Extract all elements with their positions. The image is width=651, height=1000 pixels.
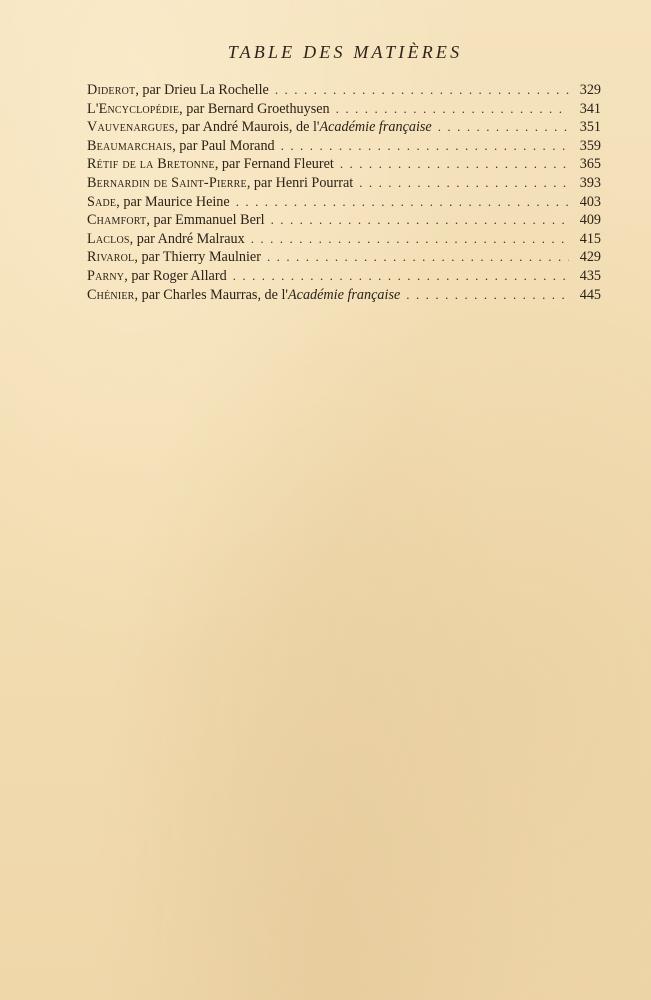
entry-author: , par Charles Maurras, de l': [134, 286, 288, 303]
dot-leader: [271, 211, 569, 230]
entry-title: [87, 248, 261, 267]
entry-author: , par Thierry Maulnier: [134, 249, 261, 266]
entry-subject: Sade: [87, 193, 117, 210]
page-number: 365: [579, 156, 601, 173]
dot-leader: [281, 137, 569, 156]
page-number: 445: [579, 286, 601, 303]
entry-author: , par Fernand Fleuret: [214, 156, 334, 173]
entry-subject: Chamfort: [87, 212, 147, 229]
table-of-contents: [87, 81, 601, 304]
page-number: 329: [579, 82, 601, 98]
entry-subject: Parny: [87, 267, 125, 284]
entry-subject: Bernardin de Saint-Pierre: [87, 174, 247, 191]
toc-entry: [87, 100, 601, 119]
entry-author: , par Bernard Groethuysen: [179, 100, 330, 117]
dot-leader: [251, 230, 569, 249]
page-number: 435: [579, 267, 601, 284]
page-number: 429: [579, 249, 601, 266]
entry-author: , par Emmanuel Berl: [146, 212, 265, 229]
page-number: 415: [579, 230, 601, 247]
dot-leader: [233, 267, 569, 286]
entry-title: [87, 100, 330, 119]
entry-author: , par Maurice Heine: [116, 193, 230, 210]
toc-entry: [87, 248, 601, 267]
dot-leader: [359, 174, 569, 193]
dot-leader: [406, 286, 569, 305]
entry-title: [87, 137, 275, 156]
toc-entry: [87, 155, 601, 174]
page-number: 403: [579, 193, 601, 210]
entry-title: [87, 118, 432, 137]
entry-title: [87, 193, 230, 212]
page-number: 359: [579, 137, 601, 154]
entry-author: , par André Maurois, de l': [174, 119, 320, 136]
toc-entry: [87, 193, 601, 212]
toc-entry: [87, 174, 601, 193]
entry-author: , par Henri Pourrat: [246, 174, 354, 191]
entry-italic: Académie française: [287, 286, 401, 303]
entry-subject: Beaumarchais: [87, 137, 173, 154]
toc-entry: [87, 118, 601, 137]
page-number: 393: [579, 174, 601, 191]
entry-subject: Rivarol: [87, 249, 135, 266]
entry-subject: Diderot: [87, 82, 136, 98]
entry-title: [87, 267, 227, 286]
entry-title: [87, 81, 269, 100]
entry-subject: Laclos: [87, 230, 130, 247]
page-title: TABLE DES MATIÈRES: [227, 42, 463, 62]
entry-title: [87, 211, 265, 230]
entry-author: , par André Malraux: [129, 230, 245, 247]
page-number: 409: [579, 212, 601, 229]
toc-entry: [87, 286, 601, 305]
entry-subject: L'Encyclopédie: [87, 100, 180, 117]
toc-entry: [87, 81, 601, 100]
entry-title: [87, 174, 353, 193]
dot-leader: [275, 81, 569, 100]
entry-title: [87, 230, 245, 249]
dot-leader: [336, 100, 569, 119]
entry-author: , par Paul Morand: [172, 137, 275, 154]
entry-title: [87, 286, 400, 305]
page-number: 341: [579, 100, 601, 117]
toc-entry: [87, 137, 601, 156]
toc-entry: [87, 267, 601, 286]
entry-author: , par Roger Allard: [124, 267, 227, 284]
entry-subject: Vauvenargues: [87, 119, 175, 136]
dot-leader: [267, 248, 569, 267]
dot-leader: [438, 118, 569, 137]
dot-leader: [236, 193, 569, 212]
dot-leader: [340, 155, 569, 174]
entry-subject: Rétif de la Bretonne: [87, 156, 215, 173]
page-number: 351: [579, 119, 601, 136]
entry-italic: Académie française: [319, 119, 432, 136]
toc-entry: [87, 211, 601, 230]
entry-title: [87, 155, 334, 174]
toc-entry: [87, 230, 601, 249]
entry-author: , par Drieu La Rochelle: [135, 82, 269, 98]
entry-subject: Chénier: [87, 286, 135, 303]
